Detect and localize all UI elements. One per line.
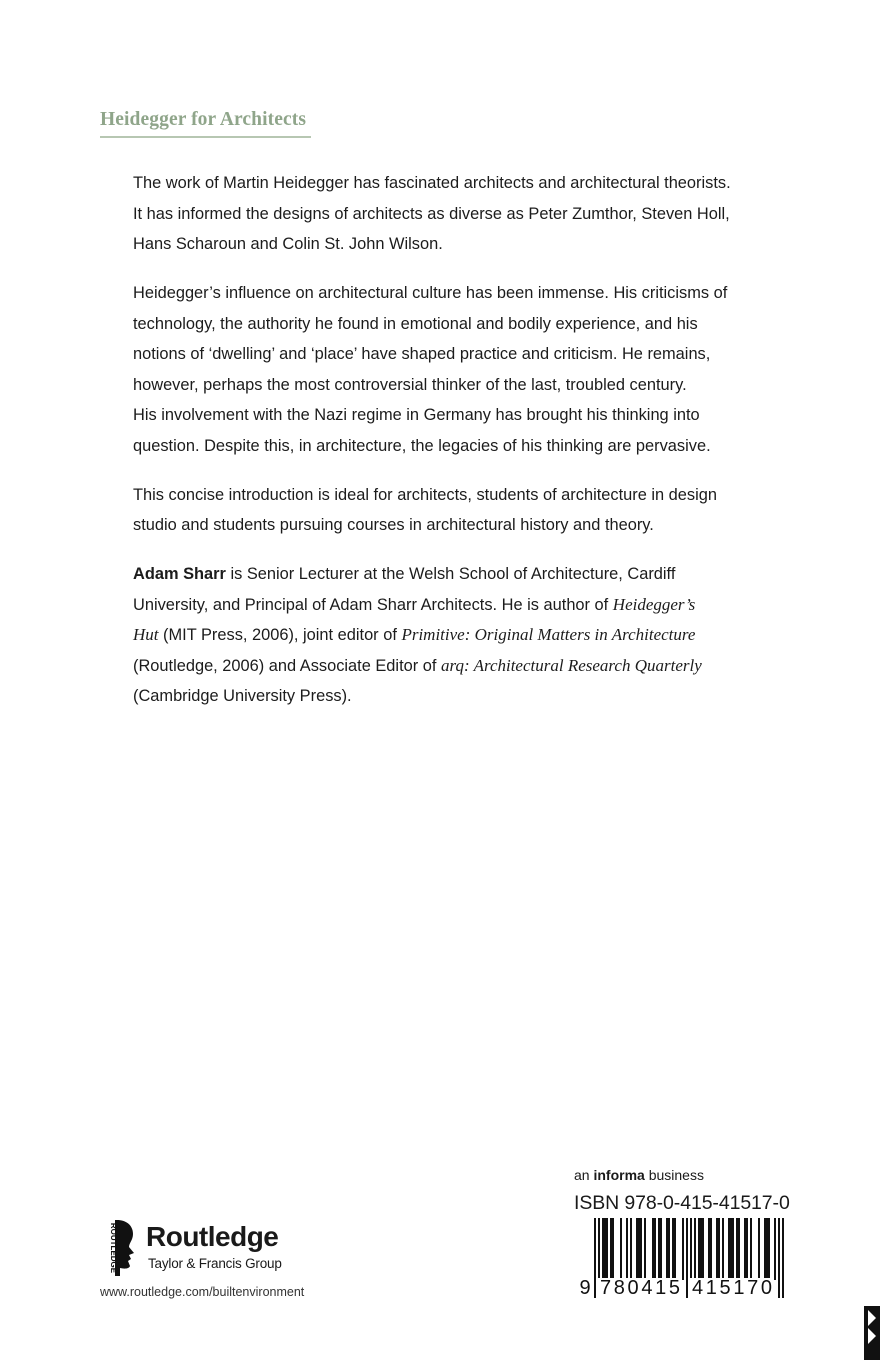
barcode-bar xyxy=(660,1218,662,1280)
barcode-bar xyxy=(766,1218,768,1280)
barcode-bar xyxy=(738,1218,740,1280)
barcode-bar xyxy=(602,1218,604,1280)
barcode-bar xyxy=(658,1218,660,1280)
book-title-citation: Hut xyxy=(133,625,159,644)
barcode-bar xyxy=(644,1218,646,1280)
text-run: It has informed the designs of architects as diverse as Peter Zumthor, Steven Holl, xyxy=(133,204,730,223)
text-run: University, and Principal of Adam Sharr Architects. He is author of xyxy=(133,595,613,614)
text-run: Hans Scharoun and Colin St. John Wilson. xyxy=(133,235,443,253)
barcode-digit-lead: 9 xyxy=(579,1277,591,1298)
publisher-name: Routledge xyxy=(146,1221,279,1252)
text-line xyxy=(133,339,793,370)
text-run: Heidegger’s influence on architectural culture has been immense. His criticisms of xyxy=(133,284,728,302)
author-name: Adam Sharr xyxy=(133,565,226,583)
barcode-digits-left: 780415 xyxy=(600,1277,680,1298)
barcode-guard-bar xyxy=(594,1218,596,1298)
barcode-bar xyxy=(730,1218,732,1280)
informa-suffix: business xyxy=(644,1167,704,1183)
text-line xyxy=(133,651,793,682)
text-line xyxy=(133,559,793,590)
barcode-bar xyxy=(710,1218,712,1280)
text-line xyxy=(133,199,793,230)
barcode-bar xyxy=(630,1218,632,1280)
barcode-bar xyxy=(732,1218,734,1280)
text-line xyxy=(133,590,793,621)
barcode-bar xyxy=(666,1218,668,1280)
publisher-url: www.routledge.com/builtenvironment xyxy=(100,1285,305,1299)
barcode-bar xyxy=(718,1218,720,1280)
text-run: This concise introduction is ideal for architects, students of architecture in design xyxy=(133,485,717,504)
barcode-bar xyxy=(640,1218,642,1280)
publisher-group: Taylor & Francis Group xyxy=(148,1256,282,1271)
book-title-block xyxy=(100,106,311,138)
barcode-bar xyxy=(746,1218,748,1280)
text-line xyxy=(133,278,793,309)
barcode-bar xyxy=(744,1218,746,1280)
barcode-bar xyxy=(694,1218,696,1280)
text-line xyxy=(133,400,793,431)
text-line xyxy=(133,229,793,260)
barcode-bar xyxy=(736,1218,738,1280)
barcode-bar xyxy=(672,1218,674,1280)
barcode-bar xyxy=(722,1218,724,1280)
barcode-bar xyxy=(702,1218,704,1280)
blurb-paragraph xyxy=(133,559,793,712)
barcode-bar xyxy=(708,1218,710,1280)
barcode-bar xyxy=(682,1218,684,1280)
corner-crop-mark xyxy=(864,1306,880,1360)
blurb-paragraph xyxy=(133,168,793,260)
text-run: His involvement with the Nazi regime in Germany has brought his thinking into xyxy=(133,406,700,424)
text-line xyxy=(133,431,793,462)
barcode-bar xyxy=(750,1218,752,1280)
text-run: is Senior Lecturer at the Welsh School of Architecture, Cardiff xyxy=(225,565,676,583)
isbn-barcode xyxy=(578,1218,792,1298)
text-line xyxy=(133,480,793,511)
blurb-paragraph xyxy=(133,278,793,461)
text-run: question. Despite this, in architecture, the legacies of his thinking are pervasive. xyxy=(133,436,711,455)
barcode-bar xyxy=(774,1218,776,1280)
barcode-bar xyxy=(764,1218,766,1280)
barcode-bar xyxy=(626,1218,628,1280)
informa-prefix: an xyxy=(574,1167,594,1183)
barcode-guard-bar xyxy=(778,1218,780,1298)
routledge-head-icon xyxy=(100,1218,140,1278)
text-line xyxy=(133,370,793,401)
informa-tagline xyxy=(574,1166,704,1184)
text-run: (MIT Press, 2006), joint editor of xyxy=(158,626,402,644)
barcode-bar xyxy=(698,1218,700,1280)
barcode-bar xyxy=(612,1218,614,1280)
barcode-bar xyxy=(652,1218,654,1280)
barcode-bar xyxy=(604,1218,606,1280)
text-line xyxy=(133,168,793,199)
barcode-bar xyxy=(638,1218,640,1280)
text-run: however, perhaps the most controversial thinker of the last, troubled century. xyxy=(133,375,687,394)
text-line xyxy=(133,510,793,541)
routledge-vertical-wordmark: ROUTLEDGE xyxy=(109,1222,118,1274)
barcode-bar xyxy=(668,1218,670,1280)
barcode-bar xyxy=(620,1218,622,1280)
informa-word: informa xyxy=(593,1167,645,1183)
title-underline xyxy=(100,136,311,138)
book-title-citation: arq: Architectural Research Quarterly xyxy=(440,655,702,675)
text-line xyxy=(133,309,793,340)
book-title-citation: Heidegger’s xyxy=(612,594,696,614)
barcode-guard-bar xyxy=(782,1218,784,1298)
book-title: Heidegger for Architects xyxy=(100,109,307,130)
barcode-guard-bar xyxy=(686,1218,688,1298)
book-title-citation: Primitive: Original Matters in Architecture xyxy=(401,625,696,644)
isbn-number: ISBN 978-0-415-41517-0 xyxy=(574,1192,790,1214)
text-run: (Routledge, 2006) and Associate Editor of xyxy=(133,656,441,675)
text-run: notions of ‘dwelling’ and ‘place’ have shaped practice and criticism. He remains, xyxy=(133,345,711,363)
blurb-paragraph xyxy=(133,480,793,541)
barcode-bar xyxy=(768,1218,770,1280)
barcode-bar xyxy=(654,1218,656,1280)
text-line xyxy=(133,681,793,712)
barcode-bar xyxy=(716,1218,718,1280)
barcode-bar xyxy=(728,1218,730,1280)
barcode-bar xyxy=(636,1218,638,1280)
back-cover-blurb xyxy=(133,168,793,730)
barcode-bar xyxy=(758,1218,760,1280)
text-line xyxy=(133,620,793,651)
barcode-bar xyxy=(606,1218,608,1280)
barcode-bar xyxy=(610,1218,612,1280)
barcode-bar xyxy=(674,1218,676,1280)
text-run: (Cambridge University Press). xyxy=(133,687,352,705)
text-run: studio and students pursuing courses in architectural history and theory. xyxy=(133,516,654,534)
text-run: The work of Martin Heidegger has fascinated architects and architectural theorists. xyxy=(133,174,731,192)
barcode-digits-right: 415170 xyxy=(692,1277,772,1298)
barcode-bar xyxy=(700,1218,702,1280)
text-run: technology, the authority he found in emotional and bodily experience, and his xyxy=(133,314,698,333)
